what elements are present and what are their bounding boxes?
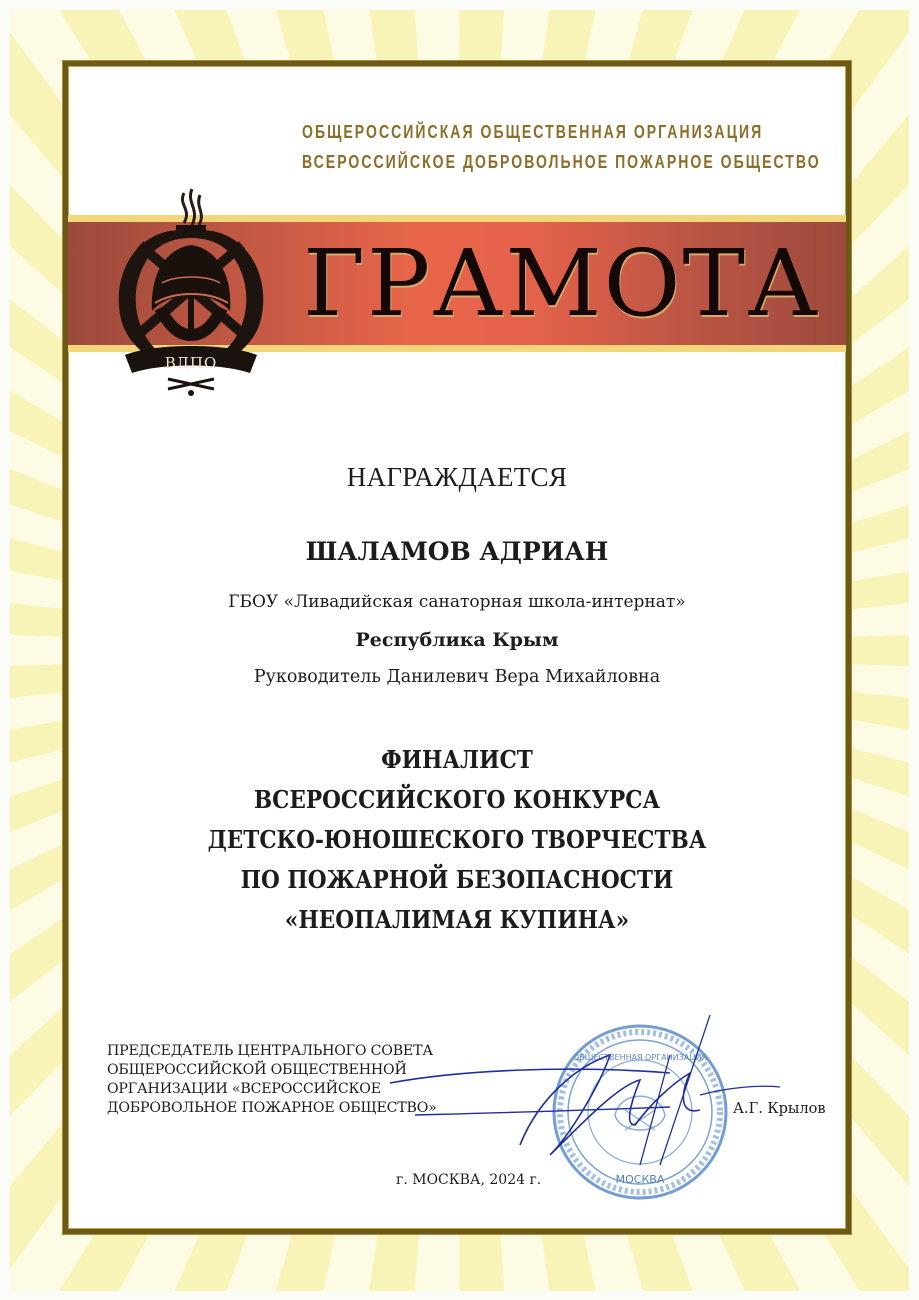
signature-icon (370, 1015, 790, 1175)
achievement-line: ДЕТСКО-ЮНОШЕСКОГО ТВОРЧЕСТВА (207, 825, 707, 854)
chairman-title-line: ДОБРОВОЛЬНОЕ ПОЖАРНОЕ ОБЩЕСТВО» (107, 1100, 437, 1116)
svg-text:МОСКВА: МОСКВА (615, 1173, 665, 1186)
organization-header-line-1: ОБЩЕРОССИЙСКАЯ ОБЩЕСТВЕННАЯ ОРГАНИЗАЦИЯ (302, 122, 764, 142)
chairman-title-line: ПРЕДСЕДАТЕЛЬ ЦЕНТРАЛЬНОГО СОВЕТА (107, 1043, 433, 1059)
place-and-date: г. МОСКВА, 2024 г. (396, 1172, 542, 1188)
svg-text:ОБЩЕСТВЕННАЯ ОРГАНИЗАЦИЯ: ОБЩЕСТВЕННАЯ ОРГАНИЗАЦИЯ (572, 1053, 708, 1062)
vdpo-emblem-icon (100, 183, 282, 398)
recipient-school: ГБОУ «Ливадийская санаторная школа-интернат» (228, 592, 686, 612)
awarded-label: НАГРАЖДАЕТСЯ (346, 462, 568, 492)
svg-text:ВДПО: ВДПО (164, 354, 218, 372)
organization-header-line-2: ВСЕРОССИЙСКОЕ ДОБРОВОЛЬНОЕ ПОЖАРНОЕ ОБЩЕСТВО (302, 152, 821, 172)
chairman-title-line: ОРГАНИЗАЦИИ «ВСЕРОССИЙСКОЕ (107, 1081, 381, 1097)
recipient-region: Республика Крым (355, 629, 559, 651)
recipient-leader: Руководитель Данилевич Вера Михайловна (253, 667, 661, 687)
certificate-title: ГРАМОТА (303, 230, 821, 337)
achievement-line: ПО ПОЖАРНОЙ БЕЗОПАСНОСТИ (240, 865, 674, 894)
organization-header (302, 117, 821, 177)
achievement-text (107, 740, 807, 940)
chairman-title-line: ОБЩЕРОССИЙСКОЙ ОБЩЕСТВЕННОЙ (107, 1062, 407, 1078)
recipient-name: ШАЛАМОВ АДРИАН (305, 537, 609, 566)
achievement-line: «НЕОПАЛИМАЯ КУПИНА» (284, 905, 630, 934)
achievement-line: ФИНАЛИСТ (381, 745, 533, 774)
achievement-line: ВСЕРОССИЙСКОГО КОНКУРСА (253, 785, 661, 814)
signer-name: А.Г. Крылов (733, 1101, 826, 1117)
